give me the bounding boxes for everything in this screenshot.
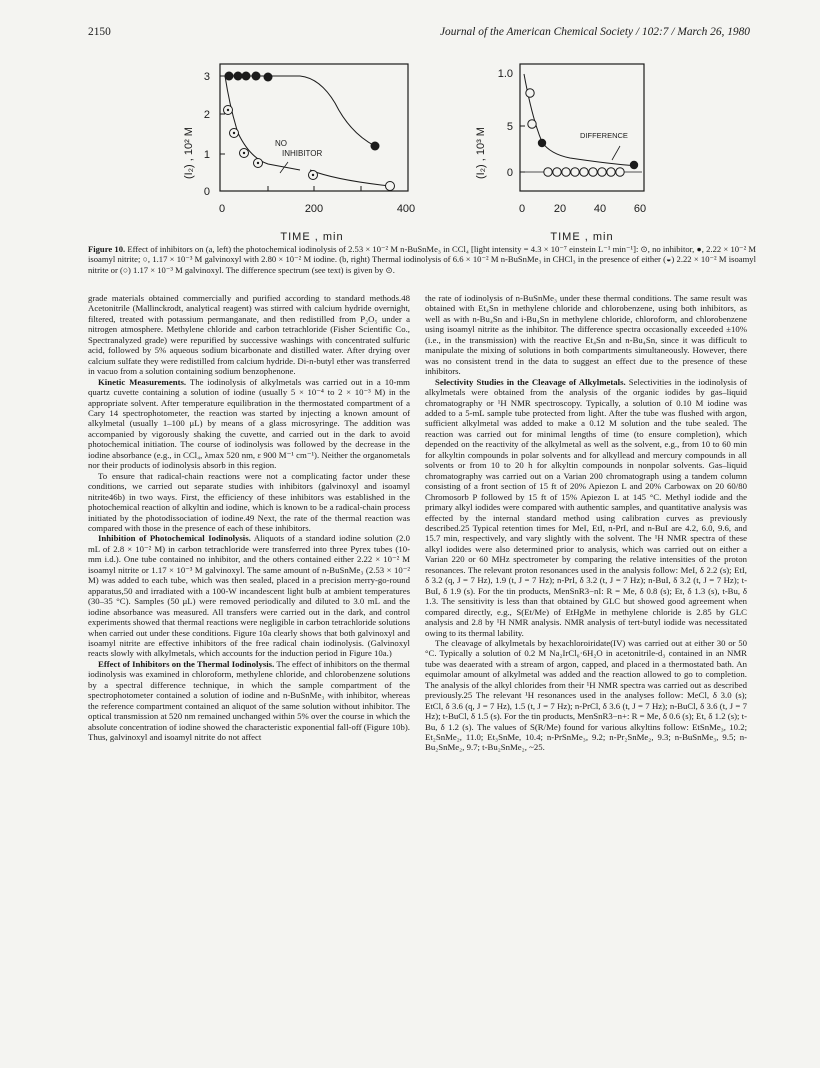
right-y-tick: 1.0 (497, 68, 513, 80)
caption-label: Figure 10. (88, 244, 126, 254)
left-column (88, 293, 410, 742)
right-annotation: DIFFERENCE (580, 131, 628, 140)
left-annotation: INHIBITOR (282, 149, 323, 158)
right-y-tick: 0 (506, 167, 513, 179)
paragraph: The cleavage of alkylmetals by hexachloroiridate(IV) was carried out at either 30 or 50 °C. Typically a solution of 0.2 M Na₂IrCl₆·6H₂O in acetonitrile-d₃ contained in an NMR tube was deaerated with a stream of argon, capped, and placed in a thermostated bath. An equimolar amount of alkylmetal was added and the reaction allowed to go to completion. The analysis of the alkyl chlorides from their ¹H NMR spectra was carried out as described previously.25 The relevant ¹H resonances used in the analyses follow: MeCl, δ 3.0 (s); EtCl, δ 3.6 (q, J = 7 Hz), 1.5 (t, J = 7 Hz); n-PrCl, δ 3.6 (t, J = 7 Hz); n-BuCl, δ 3.6 (t, J = 7 Hz); t-BuCl, δ 1.5 (s). For the tin products, MenSnR3−n+: R = Me, δ 0.6 (s); Et, δ 1.2 (s); t-Bu, δ 1.2 (s). The values of S(R/Me) found for various alkyltins follow: EtSnMe₃, 10.2; Et₂SnMe₂, 11.0; Et₃SnMe, 10.4; n-PrSnMe₃, 9.2; n-Pr₂SnMe₂, 9.3; n-BuSnMe₃, 9.5; n-Bu₂SnMe₂, 9.7; t-Bu₂SnMe₂, ~25. (425, 637, 747, 753)
left-plot (183, 64, 415, 243)
section-heading: Kinetic Measurements. (98, 376, 187, 387)
right-x-tick: 40 (593, 203, 607, 215)
paragraph-text: Aliquots of a standard iodine solution (2.0 mL of 2.8 × 10⁻² M) in carbon tetrachloride were transferred into three Pyrex tubes (10-mm i.d.). One tube contained no inhibitor, and the others contained either 2.22 × 10⁻² M isoamyl nitrite or 1.17 × 10⁻³ M galvinoxyl. The same amount of n-BuSnMe₃ (2.53 × 10⁻² M) was added to each tube, which was then sealed, placed in a precision merry-go-round apparatus,50 and irradiated with a 100-W incandescent light bulb at ambient temperatures (30–35 °C). Samples (50 μL) were removed periodically and diluted to 3.0 mL and the iodine absorbance was measured. All transfers were carried out in the dark, and control experiments showed that thermal reactions were negligible in carbon tetrachloride solutions when carried out under these conditions. Figure 10a clearly shows that both galvinoxyl and isoamyl nitrite are effective inhibitors of the free radical chain iodinolysis. (Galvinoxyl reacts slowly with alkylmetals, which accounts for the induction period in Figure 10a.) (88, 533, 410, 659)
paragraph: To ensure that radical-chain reactions were not a complicating factor under these conditions, we carried out separate studies with inhibitors (galvinoxyl and isoamyl nitrite46b) in two ways. First, the efficiency of these inhibitors was established in the photochemical reaction of alkyltin and iodine, which is known to be a radical-chain process initiated by the photodissociation of iodine.49 Next, the rate of the thermal reaction was compared with those in the presence of each of these inhibitors. (88, 470, 410, 533)
right-column (425, 293, 747, 753)
left-y-tick: 2 (203, 109, 210, 121)
figure-caption (88, 244, 756, 275)
paragraph (88, 659, 410, 743)
paragraph: the rate of iodinolysis of n-BuSnMe₃ under these thermal conditions. The same result was obtained with Et₄Sn in methylene chloride and chlorobenzene, using both inhibitors, as well as with n-Bu₄Sn and i-Bu₄Sn in methylene chloride, chloroform, and chlorobenzene using isoamyl nitrite as the inhibitor. The difference spectra occasionally exceeded ±10% (i.e., in the transmission) with the reactive Et₄Sn and n-Bu₄Sn, since it was difficult to manipulate the mixing of solutions in both compartments simultaneously. However, there was no consistent trend in the data to suggest an effect due to the presence of these inhibitors. (425, 293, 747, 377)
no-inhibitor-points (224, 106, 395, 191)
left-x-tick: 400 (396, 203, 416, 215)
paragraph (425, 377, 747, 638)
left-x-tick: 200 (304, 203, 324, 215)
paragraph (88, 377, 410, 471)
section-heading: Effect of Inhibitors on the Thermal Iodinolysis. (98, 658, 275, 669)
section-heading: Inhibition of Photochemical Iodinolysis. (98, 533, 251, 544)
paragraph-text: Selectivities in the iodinolysis of alkylmetals were obtained from the analysis of the organic iodides by gas–liquid chromatography or ¹H NMR spectroscopy. Typically, a solution of 0.10 M iodine was added to a 5-mL sample tube protected from light. After the tube was flushed with argon, sufficient alkylmetal was added to make a 0.12 M solution and the tube sealed. The reaction was carried out for minimal lengths of time (to ensure completion), which depended on the reactivity of the alkylmetal as well as the solvent, e.g., from 10 to 60 min for alkyltin compounds in polar solvents and for alkyllead and mercury compounds in all solvents or from 10 to 20 h for alkyltin compounds in nonpolar solvents. Gas–liquid chromatography was carried out on a Varian 200 chromatograph using a tandem column consisting of a front section of 15 ft of 20% Apiezon L and 20% Carbowax on 20 60/80 Chromosorb P followed by 15 ft of 15% Apiezon L at 145 °C. Methyl iodide and the primary alkyl iodides were compared with authentic samples, and quantitative analysis was effected by the internal standard method using calibration curves as previously described.25 Typical retention times for MeI, EtI, n-PrI, and n-BuI are 4.2, 6.0, 9.6, and 15.7 min, respectively, and vary slightly with the solvent. The ¹H NMR spectra of these alkyl iodides were also determined prior to analysis, which was carried out on either a Varian 220 or 60 MHz spectrometer by comparing the relative intensities of the proton resonances. The relevant proton resonances used in the analysis follow: MeI, δ 2.2 (s); EtI, δ 3.2 (q, J = 7 Hz), 1.9 (t, J = 7 Hz); n-PrI, δ 3.2 (t, J = 7 Hz); n-BuI, δ 3.2 (t, J = 7 Hz); t-BuI, δ 1.9 (s). For the tin products, MenSnR3−nI: R = Me, δ 0.8 (s); Et, δ 1.3 (s), t-Bu, δ 1.3. The sensitivity is less than that obtained by GLC but showed good agreement when compared directly, e.g., S(Et/Me) of EtHgMe in methylene chloride is 2.85 by GLC analysis and 2.8 by ¹H NMR analysis. NMR analysis of tert-butyl iodide was necessitated owing to its thermal lability. (425, 376, 747, 638)
right-y-label: (I₂) , 10³ M (475, 127, 487, 179)
paragraph-text: The iodinolysis of alkylmetals was carried out in a 10-mm quartz cuvette containing a solution of iodine (usually 5 × 10⁻⁴ to 2 × 10⁻³ M) in the appropriate solvent. After temperature equilibration in the thermostated compartment of a Cary 14 spectrophotometer, the reaction was started by injecting a known amount of alkylmetal (usually 1–100 μL) by means of a glass microsyringe. The addition was accompanied by vigorously shaking the cuvette, and carried out in the dark to avoid photochemical initiation. The course of iodinolysis was followed by the decrease in the iodine absorbance (e.g., in CCl₄, λmax 520 nm, ε 900 M⁻¹ cm⁻¹). Neither the organometals nor their products of iodinolysis absorb in this region. (88, 376, 410, 471)
isoamyl-nitrite-points (225, 72, 380, 151)
paragraph: grade materials obtained commercially and purified according to standard methods.48 Acetonitrile (Mallinckrodt, analytical reagent) was stirred with calcium hydride overnight, filtered, treated with potassium permanganate, and then redistilled from P₂O₅ under a nitrogen atmosphere. Methylene chloride and carbon tetrachloride (Fisher Scientific Co., Spectranalyzed grade) were repurified by successive washings with concentrated sulfuric acid, followed by 5% aqueous sodium bicarbonate and distilled water. After drying over calcium sulfate they were redistilled from calcium hydride. Di-n-butyl ether was transferred in vacuo from a solution containing sodium benzophenone. (88, 293, 410, 377)
right-x-tick: 20 (553, 203, 567, 215)
page-number: 2150 (88, 26, 111, 38)
right-x-label: TIME , min (550, 231, 614, 243)
paragraph (88, 533, 410, 658)
right-x-tick: 60 (633, 203, 647, 215)
left-y-label: (I₂) , 10² M (183, 127, 195, 179)
right-y-tick: 5 (506, 121, 513, 133)
figure-10 (150, 58, 690, 258)
running-header (88, 26, 750, 42)
caption-text: Effect of inhibitors on (a, left) the photochemical iodinolysis of 2.53 × 10⁻² M n-BuSnMe₃ in CCl₄ [light intensity = 4.3 × 10⁻⁷ einstein L⁻¹ min⁻¹]: ⊙, no inhibitor, ●, 2.22 × 10⁻² M isoamyl nitrite; ○, 1.17 × 10⁻³ M galvinoxyl with 2.80 × 10⁻² M iodine. (b, right) Thermal iodinolysis of 6.6 × 10⁻² M n-BuSnMe₃ in CHCl₃ in the presence of either (◒) 2.22 × 10⁻² M isoamyl nitrite or (○) 1.17 × 10⁻³ M galvinoxyl. The difference spectrum (see text) is given by ⊙. (88, 244, 756, 275)
section-heading: Selectivity Studies in the Cleavage of Alkylmetals. (435, 376, 626, 387)
left-x-label: TIME , min (280, 231, 344, 243)
right-plot (475, 64, 646, 243)
left-y-tick: 1 (203, 149, 210, 161)
right-x-tick: 0 (518, 203, 526, 215)
left-y-tick: 3 (203, 71, 210, 83)
left-annotation-no: NO (275, 139, 287, 148)
left-x-tick: 0 (218, 203, 226, 215)
paragraph-text: The effect of inhibitors on the thermal iodinolysis was examined in chloroform, methylene chloride, and chlorobenzene solutions by a spectral difference technique, in which the sample compartment of the spectrophotometer contained a solution of iodine and n-BuSnMe₃ with inhibitor, whereas the reference compartment contained an aliquot of the same solution without inhibitor. The optical transmission at 520 nm remained unchanged within 5% over the course in which the absolute concentration of iodine showed the characteristic exponential fall-off (Figure 10b). Thus, galvinoxyl and isoamyl nitrite do not affect (88, 658, 410, 743)
left-y-tick: 0 (203, 186, 210, 198)
journal-citation: Journal of the American Chemical Society / 102:7 / March 26, 1980 (439, 26, 750, 38)
